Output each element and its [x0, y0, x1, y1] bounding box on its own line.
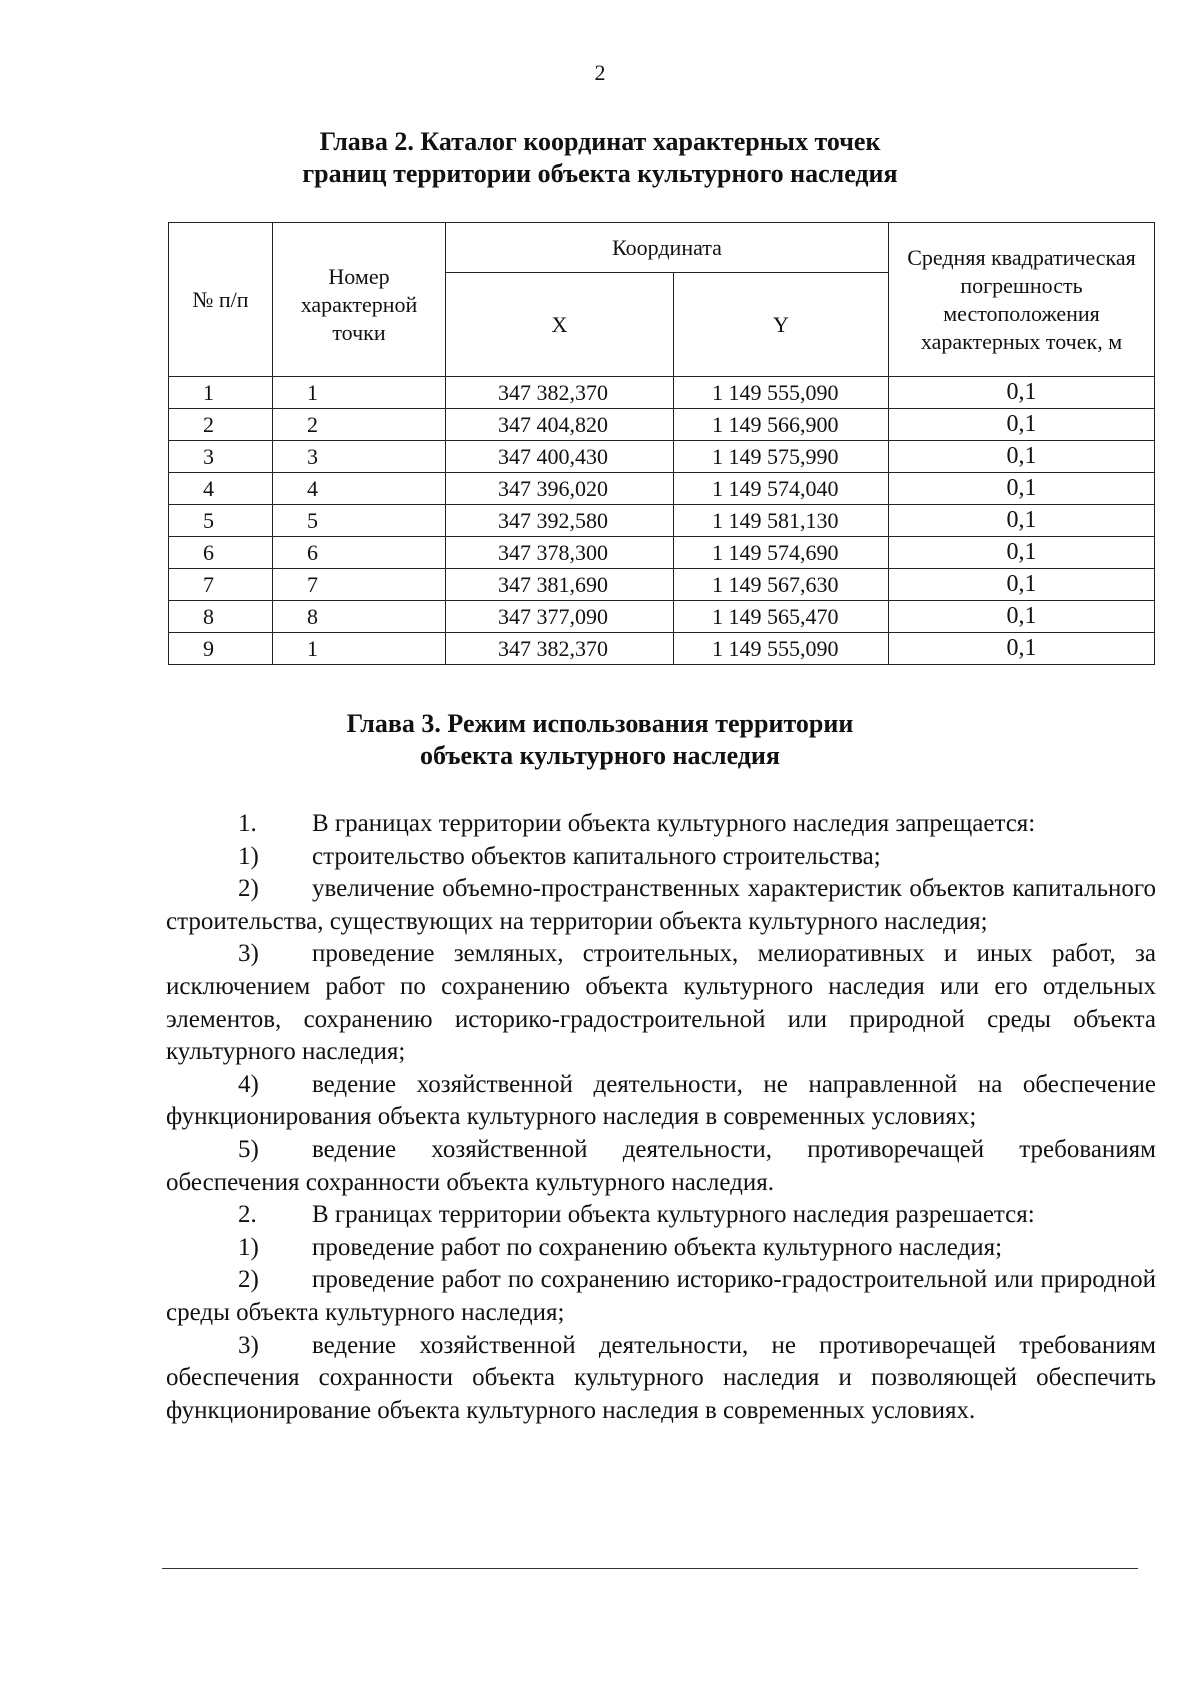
table-row: [169, 505, 1155, 537]
chapter-3-body: [166, 808, 1156, 1427]
row-number-cell: 2: [169, 409, 273, 441]
paragraph: [166, 938, 1156, 1068]
header-accuracy: Средняя квадратическая погрешность местоположения характерных точек, м: [889, 223, 1155, 377]
x-coordinate-cell: 347 400,430: [446, 441, 674, 473]
coordinates-table: [168, 222, 1155, 665]
accuracy-cell: 0,1: [889, 633, 1155, 665]
table-row: [169, 601, 1155, 633]
header-point-number: Номер характерной точки: [273, 223, 446, 377]
row-number-cell: 4: [169, 473, 273, 505]
paragraph-number: 3): [238, 940, 259, 968]
coordinates-table-body: [169, 377, 1155, 665]
point-number-cell: 5: [273, 505, 446, 537]
x-coordinate-cell: 347 404,820: [446, 409, 674, 441]
row-number-cell: 1: [169, 377, 273, 409]
header-num: № п/п: [169, 223, 273, 377]
paragraph-number: 2): [238, 1266, 259, 1294]
row-number-cell: 8: [169, 601, 273, 633]
accuracy-cell: 0,1: [889, 505, 1155, 537]
y-coordinate-cell: 1 149 575,990: [674, 441, 889, 473]
row-number-cell: 6: [169, 537, 273, 569]
paragraph-number: 1): [238, 842, 259, 870]
x-coordinate-cell: 347 396,020: [446, 473, 674, 505]
paragraph-text: В границах территории объекта культурного наследия разрешается:: [312, 1201, 1035, 1229]
row-number-cell: 5: [169, 505, 273, 537]
y-coordinate-cell: 1 149 574,040: [674, 473, 889, 505]
row-number-cell: 9: [169, 633, 273, 665]
point-number-cell: 1: [273, 377, 446, 409]
x-coordinate-cell: 347 377,090: [446, 601, 674, 633]
paragraph: [166, 873, 1156, 938]
paragraph-text: проведение работ по сохранению историко-градостроительной или природной среды объекта культурного наследия;: [166, 1266, 1156, 1326]
table-row: [169, 377, 1155, 409]
accuracy-cell: 0,1: [889, 537, 1155, 569]
table-row: [169, 569, 1155, 601]
paragraph-text: ведение хозяйственной деятельности, противоречащей требованиям обеспечения сохранности объекта культурного наследия.: [166, 1135, 1156, 1196]
chapter-3-heading: [0, 708, 1200, 772]
y-coordinate-cell: 1 149 565,470: [674, 601, 889, 633]
table-row: [169, 441, 1155, 473]
paragraph-text: проведение работ по сохранению объекта культурного наследия;: [312, 1233, 1003, 1261]
x-coordinate-cell: 347 378,300: [446, 537, 674, 569]
table-row: [169, 409, 1155, 441]
paragraph: [166, 1134, 1156, 1199]
paragraph-text: проведение земляных, строительных, мелиоративных и иных работ, за исключением работ по сохранению объекта культурного наследия или его отдельных элементов, сохранению историко-градостроительной или природной среды объекта культурного наследия;: [166, 940, 1156, 1066]
point-number-cell: 1: [273, 633, 446, 665]
accuracy-cell: 0,1: [889, 409, 1155, 441]
chapter-2-title-line-2: границ территории объекта культурного наследия: [302, 159, 898, 188]
y-coordinate-cell: 1 149 566,900: [674, 409, 889, 441]
paragraph: [166, 1264, 1156, 1329]
header-coordinate: Координата: [446, 223, 889, 273]
x-coordinate-cell: 347 381,690: [446, 569, 674, 601]
paragraph-text: строительство объектов капитального строительства;: [312, 842, 881, 870]
header-y: Y: [674, 273, 889, 377]
paragraph: [166, 1330, 1156, 1428]
chapter-3-title-line-2: объекта культурного наследия: [420, 741, 780, 770]
x-coordinate-cell: 347 382,370: [446, 377, 674, 409]
accuracy-cell: 0,1: [889, 569, 1155, 601]
paragraph-number: 4): [238, 1070, 259, 1098]
paragraph-text: ведение хозяйственной деятельности, не противоречащей требованиям обеспечения сохранности объекта культурного наследия и позволяющей обеспечить функционирование объекта культурного наследия в современных условиях.: [166, 1331, 1156, 1424]
y-coordinate-cell: 1 149 555,090: [674, 633, 889, 665]
paragraph-text: В границах территории объекта культурного наследия запрещается:: [312, 810, 1036, 837]
header-x: X: [446, 273, 674, 377]
paragraph-number: 5): [238, 1135, 259, 1163]
paragraph-number: 1.: [238, 810, 257, 837]
y-coordinate-cell: 1 149 574,690: [674, 537, 889, 569]
row-number-cell: 7: [169, 569, 273, 601]
chapter-2-heading: [0, 126, 1200, 190]
point-number-cell: 6: [273, 537, 446, 569]
accuracy-cell: 0,1: [889, 473, 1155, 505]
paragraph: [166, 1232, 1156, 1265]
accuracy-cell: 0,1: [889, 601, 1155, 633]
point-number-cell: 7: [273, 569, 446, 601]
table-row: [169, 537, 1155, 569]
bottom-divider: [162, 1568, 1138, 1569]
y-coordinate-cell: 1 149 581,130: [674, 505, 889, 537]
table-row: [169, 633, 1155, 665]
chapter-3-title-line-1: Глава 3. Режим использования территории: [346, 709, 854, 738]
paragraph-number: 3): [238, 1331, 259, 1359]
x-coordinate-cell: 347 392,580: [446, 505, 674, 537]
paragraph: [166, 1199, 1156, 1232]
chapter-2-title-line-1: Глава 2. Каталог координат характерных точек: [319, 127, 881, 156]
point-number-cell: 8: [273, 601, 446, 633]
paragraph-number: 2): [238, 875, 259, 903]
point-number-cell: 2: [273, 409, 446, 441]
paragraph-number: 2.: [238, 1201, 257, 1229]
table-row: [169, 473, 1155, 505]
paragraph-text: ведение хозяйственной деятельности, не направленной на обеспечение функционирования объекта культурного наследия в современных условиях;: [166, 1070, 1156, 1131]
paragraph: [166, 808, 1156, 841]
point-number-cell: 3: [273, 441, 446, 473]
paragraph: [166, 841, 1156, 874]
x-coordinate-cell: 347 382,370: [446, 633, 674, 665]
page-number: 2: [594, 60, 606, 85]
y-coordinate-cell: 1 149 555,090: [674, 377, 889, 409]
y-coordinate-cell: 1 149 567,630: [674, 569, 889, 601]
paragraph-text: увеличение объемно-пространственных характеристик объектов капитального строительства, существующих на территории объекта культурного наследия;: [166, 875, 1156, 935]
accuracy-cell: 0,1: [889, 441, 1155, 473]
paragraph-number: 1): [238, 1233, 259, 1261]
paragraph: [166, 1069, 1156, 1134]
row-number-cell: 3: [169, 441, 273, 473]
accuracy-cell: 0,1: [889, 377, 1155, 409]
point-number-cell: 4: [273, 473, 446, 505]
